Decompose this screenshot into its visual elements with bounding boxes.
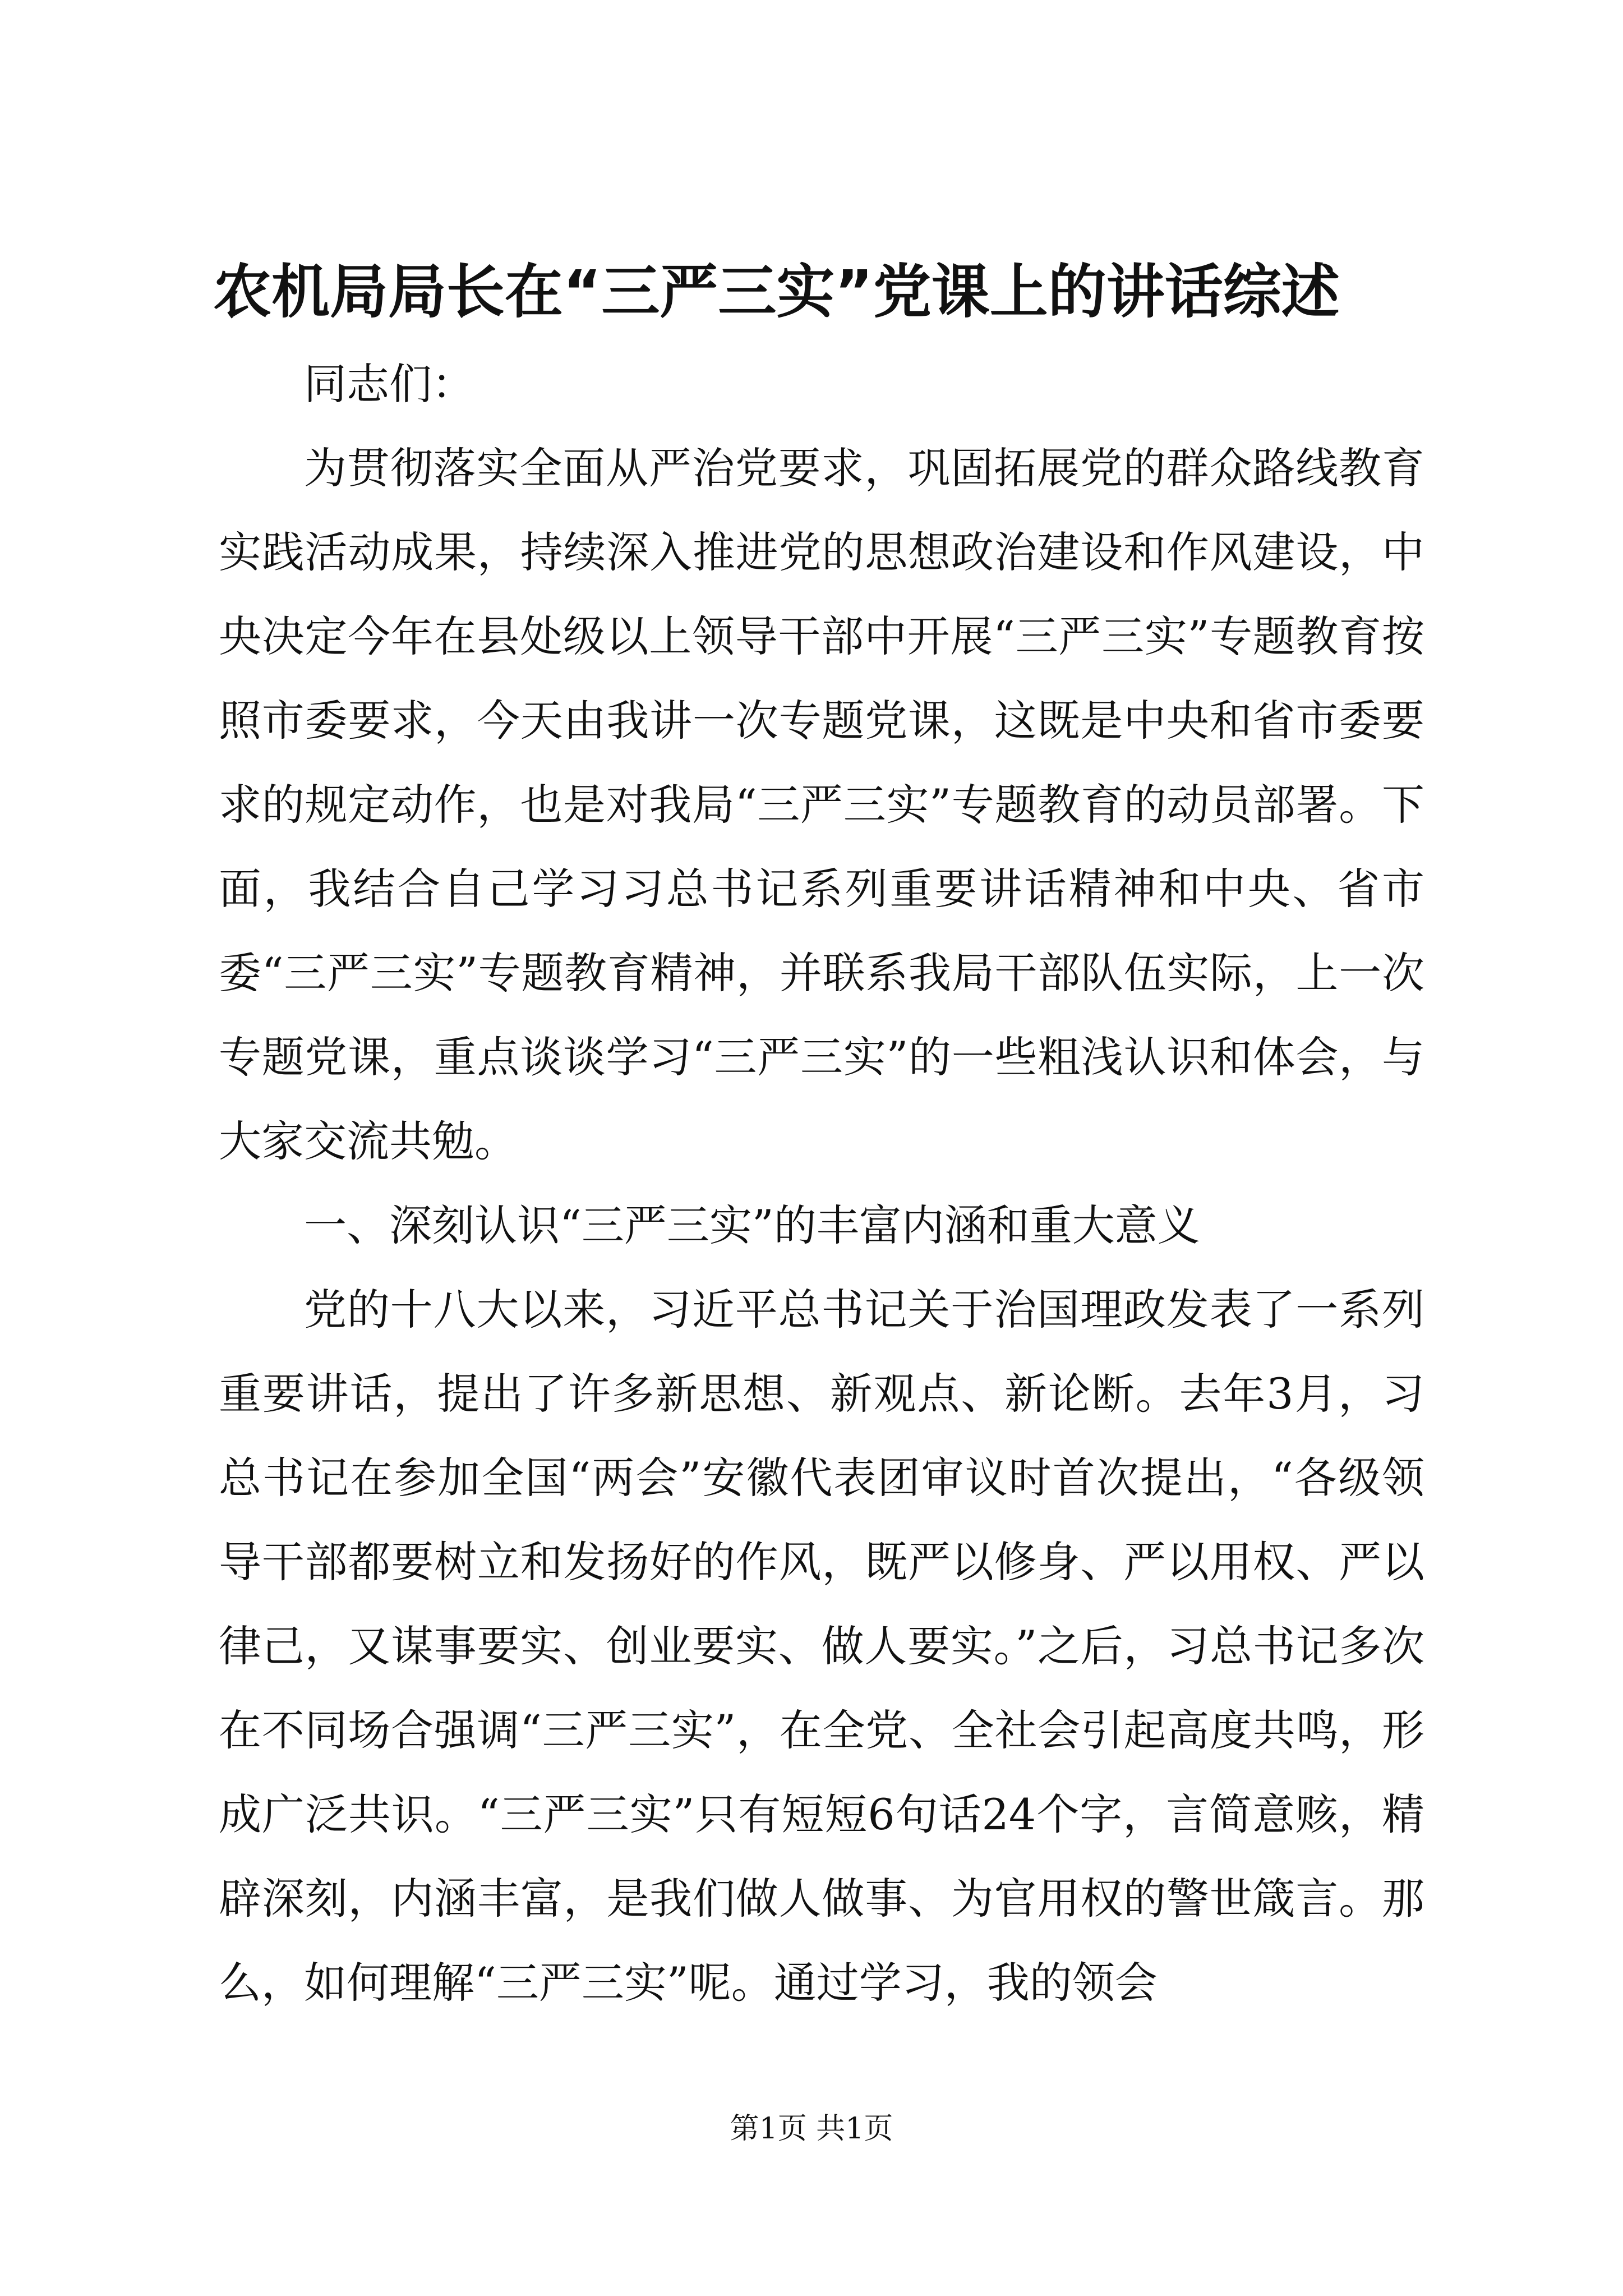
document-title: 农机局局长在“三严三实”党课上的讲话综述 (213, 257, 1340, 326)
salutation: 同志们： (304, 359, 474, 409)
paragraph-section-1: 党的十八大以来，习近平总书记关于治国理政发表了一系列重要讲话，提出了许多新思想、新观点、新论断。去年3月，习总书记在参加全国“两会”安徽代表团审议时首次提出，“各级领导干部都要树立和发扬好的作风，既严以修身、严以用权、严以律己，又谋事要实、创业要实、做人要实。”之后，习总书记多次在不同场合强调“三严三实”，在全党、全社会引起高度共鸣，形成广泛共识。“三严三实”只有短短6句话24个字，言简意赅，精辟深刻，内涵丰富，是我们做人做事、为官用权的警世箴言。那么，如何理解“三严三实”呢。通过学习，我的领会 (219, 1285, 1424, 2008)
page-footer: 第1页 共1页 (730, 2112, 893, 2146)
section-heading: 一、深刻认识“三严三实”的丰富内涵和重大意义 (304, 1200, 1200, 1250)
document-body (219, 342, 1424, 2025)
paragraph-intro: 为贯彻落实全面从严治党要求，巩固拓展党的群众路线教育实践活动成果，持续深入推进党的思想政治建设和作风建设，中央决定今年在县处级以上领导干部中开展“三严三实”专题教育按照市委要求，今天由我讲一次专题党课，这既是中央和省市委要求的规定动作，也是对我局“三严三实”专题教育的动员部署。下面，我结合自己学习习总书记系列重要讲话精神和中央、省市委“三严三实”专题教育精神，并联系我局干部队伍实际，上一次专题党课，重点谈谈学习“三严三实”的一些粗浅认识和体会，与大家交流共勉。 (219, 443, 1424, 1166)
